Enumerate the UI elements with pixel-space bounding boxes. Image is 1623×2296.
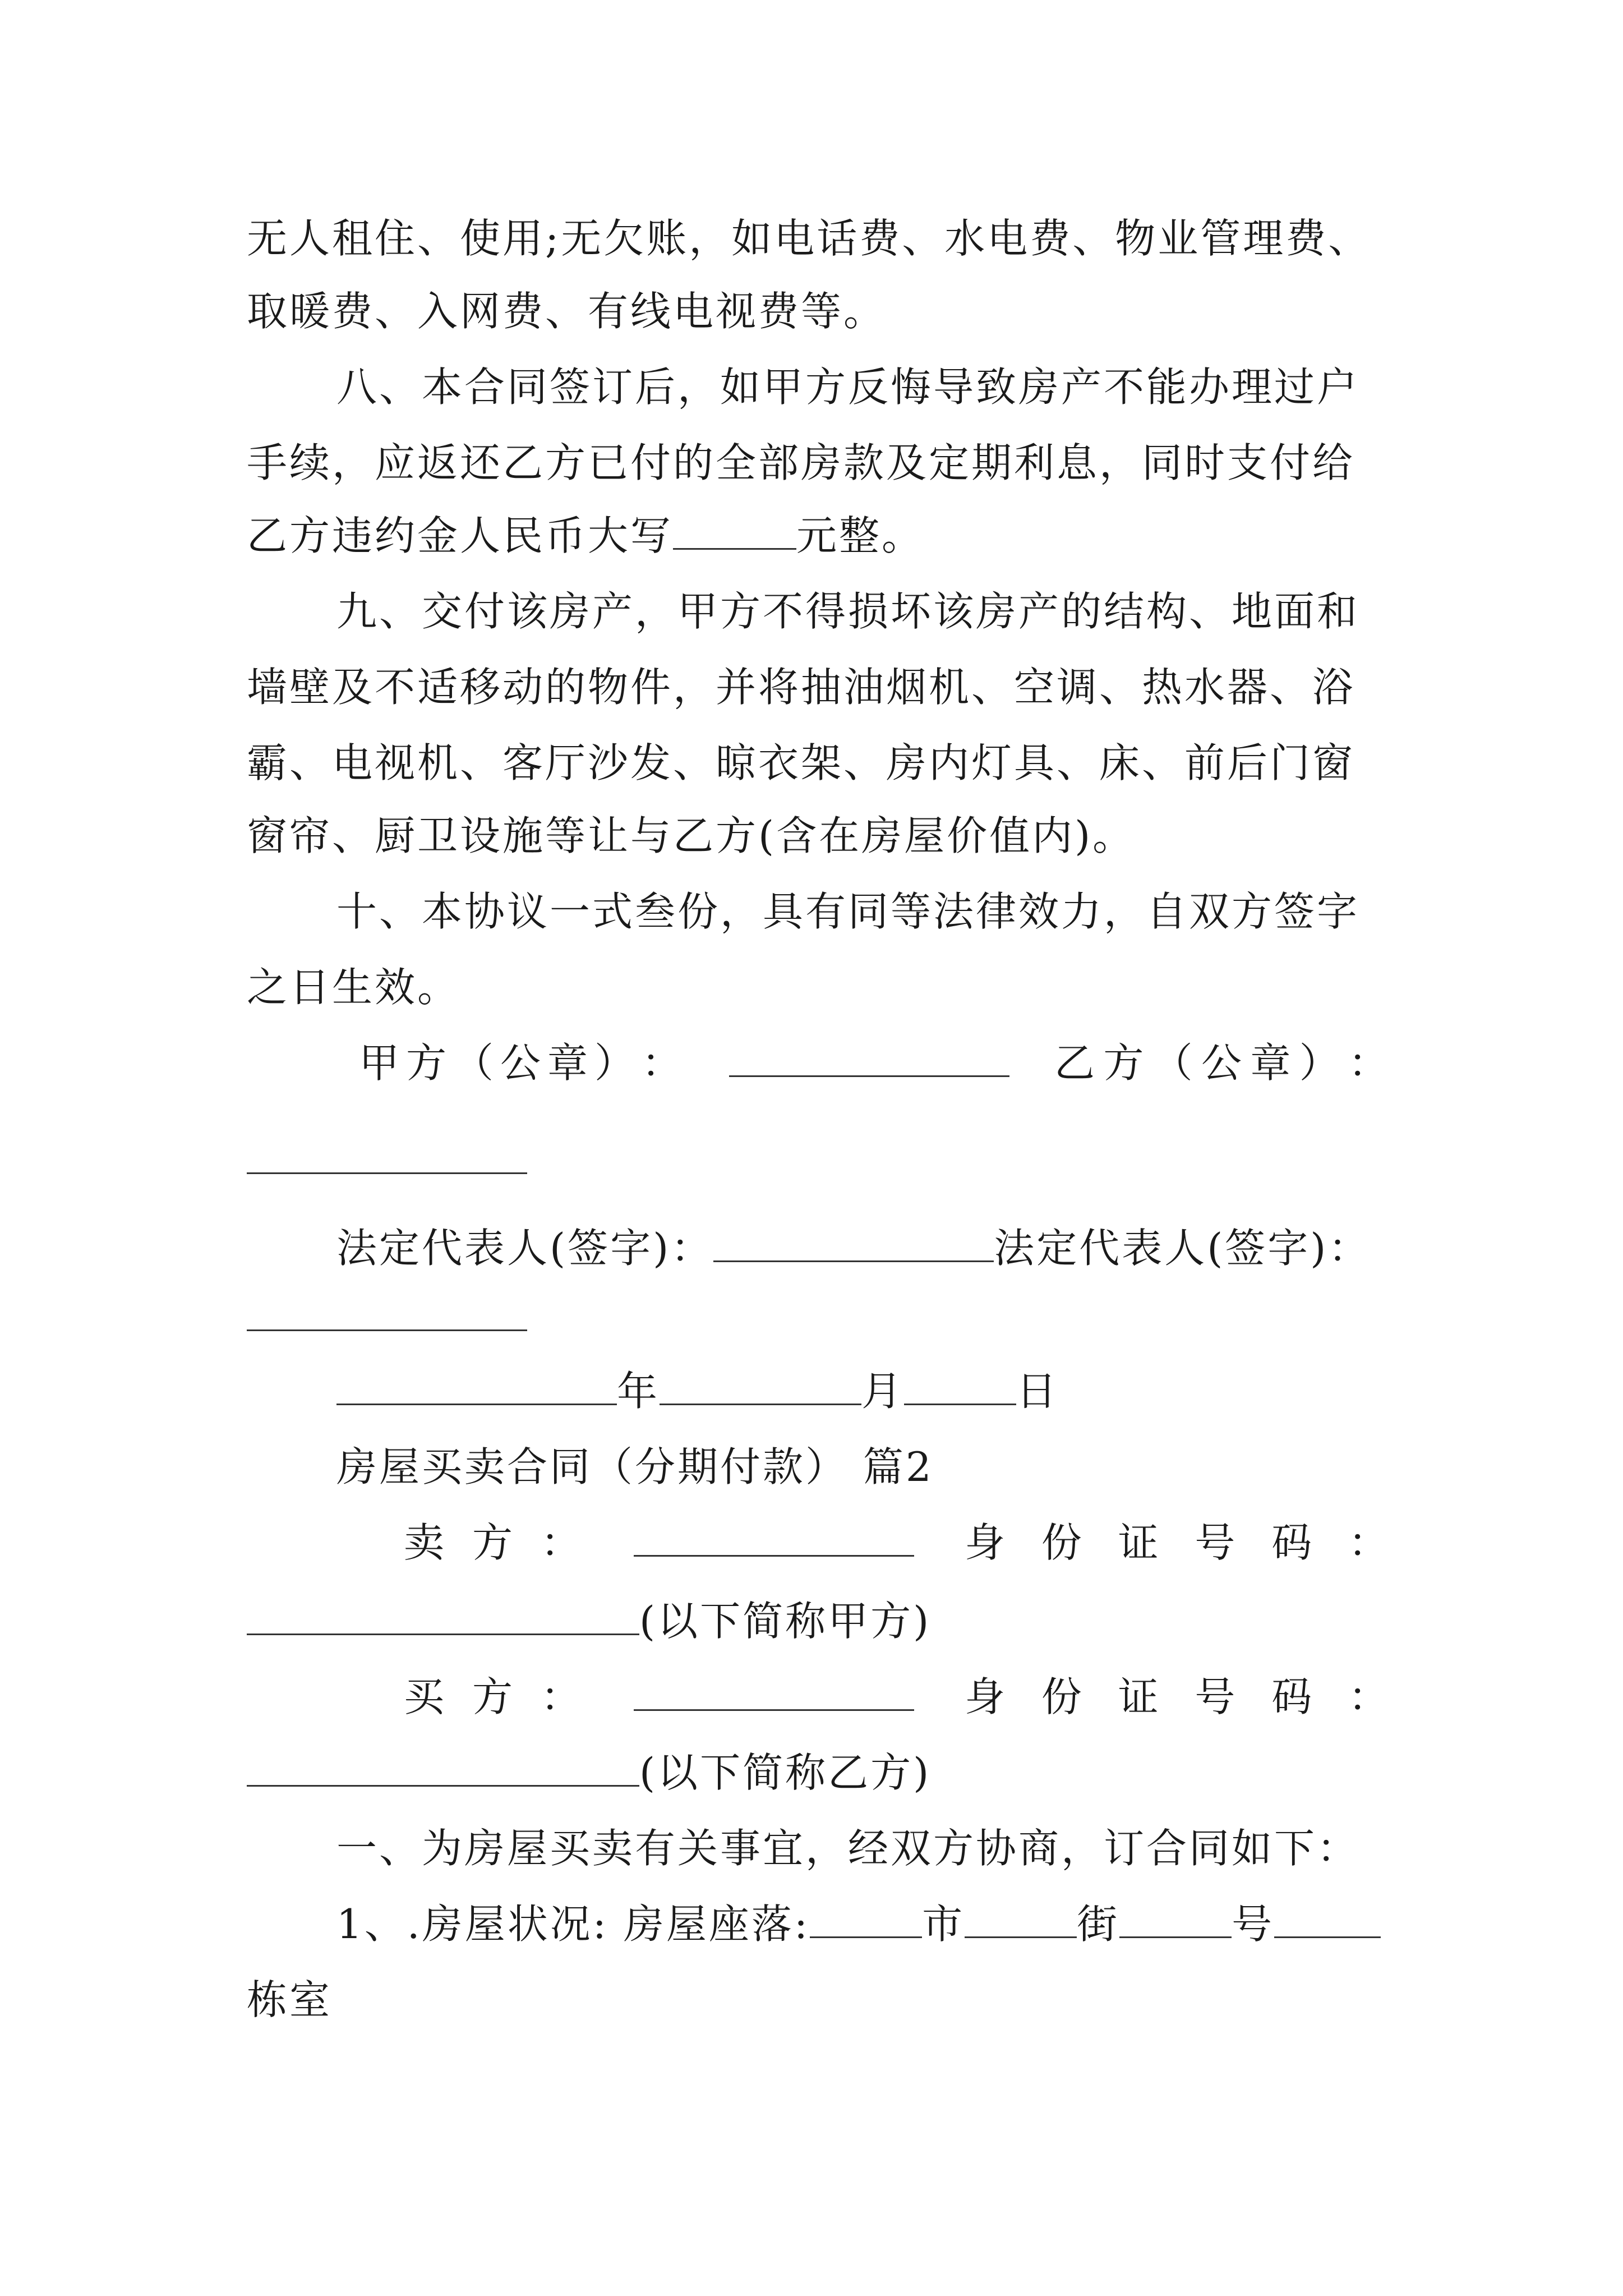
number-label: 号: [1232, 1901, 1275, 1948]
legal-rep-row: [336, 1220, 1391, 1276]
item-1-row: [336, 1896, 1391, 1952]
clause-8-line-3: [247, 508, 1391, 564]
city-blank: [810, 1897, 922, 1938]
clause-10-line-2: 之日生效。: [247, 964, 460, 1011]
date-row: [336, 1363, 1122, 1419]
party-seal-row: [359, 1035, 1391, 1091]
clause-9-line-1: 九、交付该房产，甲方不得损坏该房产的结构、地面和: [336, 588, 1360, 635]
buyer-id-blank: [247, 1746, 639, 1787]
street-blank: [965, 1897, 1077, 1938]
number-blank: [1119, 1897, 1232, 1938]
seller-id-label: 身 份 证 号 码 ：: [965, 1519, 1391, 1566]
year-blank: [336, 1364, 617, 1405]
clause-9-line-4: 窗帘、厨卫设施等让与乙方(含在房屋价值内)。: [247, 812, 1136, 859]
buyer-label: 买 方 ：: [404, 1673, 583, 1720]
clause-10-line-1: 十、本协议一式叁份，具有同等法律效力，自双方签字: [336, 888, 1360, 935]
penalty-label: 乙方违约金人民币大写: [247, 512, 674, 559]
party-a-seal-label: 甲 方 （ 公 章 ） ：: [359, 1039, 684, 1087]
legal-rep-a-label: 法定代表人(签字)：: [336, 1225, 714, 1272]
party-b-seal-blank: [247, 1172, 527, 1174]
seller-row: [404, 1515, 1391, 1571]
year-label: 年: [617, 1368, 660, 1415]
clause-9-line-3: 霸、电视机、客厅沙发、晾衣架、房内灯具、床、前后门窗: [247, 739, 1355, 786]
street-label: 街: [1077, 1901, 1120, 1948]
item-1-label: 1、.房屋状况: 房屋座落:: [336, 1901, 810, 1948]
clause-1: 一、为房屋买卖有关事宜，经双方协商，订合同如下：: [336, 1825, 1360, 1872]
day-blank: [904, 1364, 1016, 1405]
seller-alias: (以下简称甲方): [639, 1598, 932, 1645]
buyer-name-blank: [634, 1670, 914, 1711]
city-label: 市: [922, 1901, 965, 1948]
legal-rep-b-label: 法定代表人(签字)：: [994, 1225, 1371, 1272]
text-line-1: 无人租住、使用;无欠账，如电话费、水电费、物业管理费、: [247, 215, 1371, 262]
section-title: 房屋买卖合同（分期付款） 篇2: [336, 1443, 934, 1490]
legal-rep-a-blank: [713, 1221, 994, 1262]
day-label: 日: [1016, 1368, 1059, 1415]
seller-label: 卖 方 ：: [404, 1519, 583, 1566]
penalty-unit: 元整。: [796, 512, 925, 559]
buyer-alias-row: [247, 1745, 1391, 1801]
seller-alias-row: [247, 1593, 1391, 1649]
party-a-seal-blank: [729, 1036, 1009, 1077]
clause-8-line-1: 八、本合同签订后，如甲方反悔导致房产不能办理过户: [336, 364, 1360, 411]
buyer-alias: (以下简称乙方): [639, 1749, 932, 1796]
clause-9-line-2: 墙壁及不适移动的物件，并将抽油烟机、空调、热水器、浴: [247, 664, 1355, 711]
buyer-row: [404, 1669, 1391, 1725]
item-1-end: 栋室: [247, 1976, 333, 2023]
text-line-2: 取暖费、入网费、有线电视费等。: [247, 288, 887, 335]
penalty-amount-blank: [673, 509, 796, 550]
buyer-id-label: 身 份 证 号 码 ：: [965, 1673, 1391, 1720]
party-b-seal-label: 乙 方 （ 公 章 ） ：: [1054, 1039, 1391, 1087]
building-blank: [1274, 1897, 1381, 1938]
legal-rep-b-blank: [247, 1329, 527, 1331]
clause-8-line-2: 手续，应返还乙方已付的全部房款及定期利息，同时支付给: [247, 439, 1355, 486]
seller-id-blank: [247, 1594, 639, 1635]
seller-name-blank: [634, 1516, 914, 1557]
month-blank: [660, 1364, 861, 1405]
month-label: 月: [861, 1368, 905, 1415]
